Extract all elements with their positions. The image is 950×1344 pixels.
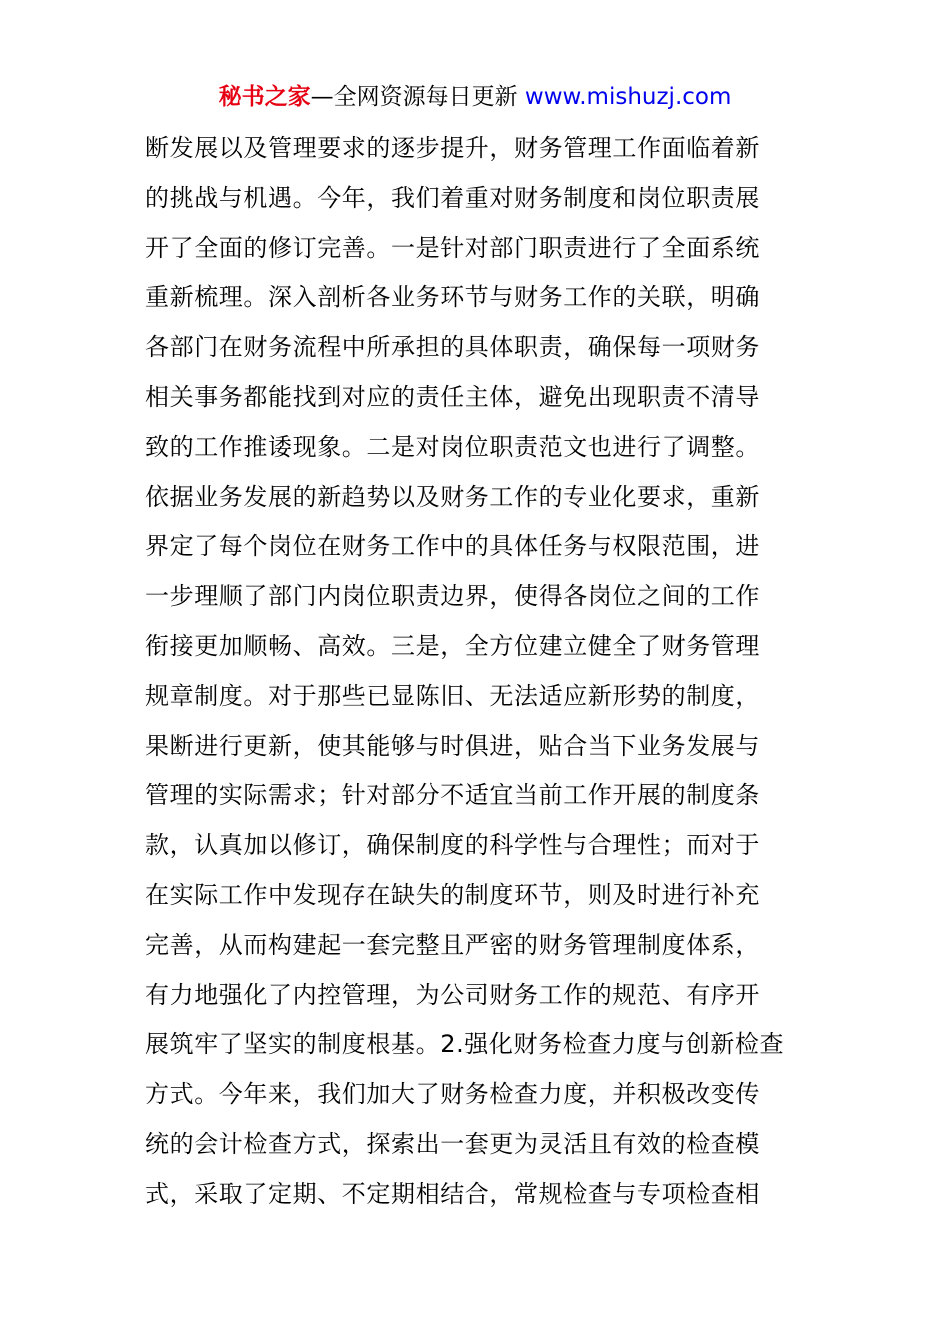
text-line: 规章制度。对于那些已显陈旧、无法适应新形势的制度， [145,681,760,710]
text-line: 款，认真加以修订，确保制度的科学性与合理性；而对于 [145,831,760,860]
text-line: 衔接更加顺畅、高效。三是，全方位建立健全了财务管理 [145,631,760,660]
text-line: 一步理顺了部门内岗位职责边界，使得各岗位之间的工作 [145,582,760,611]
text-line: 的挑战与机遇。今年，我们着重对财务制度和岗位职责展 [145,183,760,212]
text-line: 展筑牢了坚实的制度根基。2.强化财务检查力度与创新检查 [145,1030,785,1059]
text-line: 相关事务都能找到对应的责任主体，避免出现职责不清导 [145,382,760,411]
text-line: 各部门在财务流程中所承担的具体职责，确保每一项财务 [145,333,760,362]
header-tagline: —全网资源每日更新 [310,84,525,110]
document-body [145,124,810,1220]
text-line: 致的工作推诿现象。二是对岗位职责范文也进行了调整。 [145,432,760,461]
text-line: 依据业务发展的新趋势以及财务工作的专业化要求，重新 [145,482,760,511]
text-line: 果断进行更新，使其能够与时俱进，贴合当下业务发展与 [145,731,760,760]
text-line: 界定了每个岗位在财务工作中的具体任务与权限范围，进 [145,532,760,561]
text-line: 统的会计检查方式，探索出一套更为灵活且有效的检查模 [145,1129,760,1158]
text-line: 断发展以及管理要求的逐步提升，财务管理工作面临着新 [145,134,760,162]
text-line: 式，采取了定期、不定期相结合，常规检查与专项检查相 [145,1179,760,1208]
text-line: 方式。今年来，我们加大了财务检查力度，并积极改变传 [145,1080,760,1109]
text-line: 在实际工作中发现存在缺失的制度环节，则及时进行补充 [145,880,760,909]
text-line: 管理的实际需求；针对部分不适宜当前工作开展的制度条 [145,781,760,810]
text-line: 重新梳理。深入剖析各业务环节与财务工作的关联，明确 [145,283,760,312]
text-line: 完善，从而构建起一套完整且严密的财务管理制度体系， [145,930,760,959]
text-line: 有力地强化了内控管理，为公司财务工作的规范、有序开 [145,980,760,1009]
brand-name: 秘书之家 [218,84,311,110]
site-url-link[interactable]: www.mishuzj.com [524,84,732,110]
text-line: 开了全面的修订完善。一是针对部门职责进行了全面系统 [145,233,760,262]
site-header [0,80,950,114]
